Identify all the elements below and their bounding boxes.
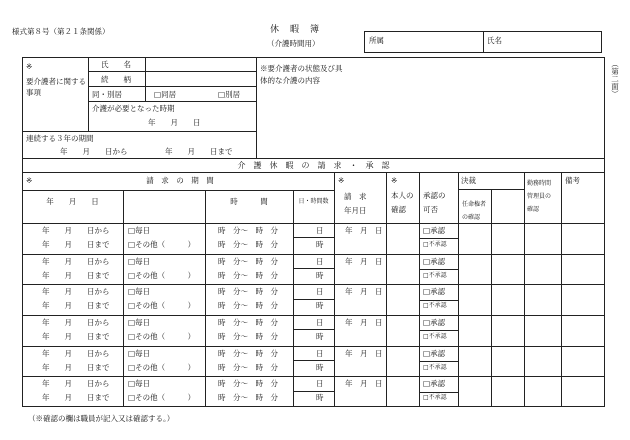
request-date[interactable]: 年 月 日	[345, 226, 383, 235]
hour-count[interactable]: 時	[316, 393, 324, 403]
col-appointer: 任命権者 の確認	[462, 201, 487, 221]
section-title: 介 護 休 暇 の 請 求 ・ 承 認	[237, 161, 390, 170]
time-range[interactable]: 時 分～ 時 分	[218, 226, 278, 235]
col-ymd: 年 月 日	[46, 197, 99, 206]
col-remarks: 備考	[565, 176, 580, 185]
checkbox-approve[interactable]: □承認	[423, 348, 446, 358]
period-to[interactable]: 年 月 日まで	[42, 332, 110, 341]
period-from[interactable]: 年 月 日から	[42, 226, 110, 235]
checkbox-reject[interactable]: □不承認	[423, 302, 447, 310]
time-range-2[interactable]: 時 分～ 時 分	[218, 393, 278, 403]
period-to[interactable]: 年 月 日まで	[42, 240, 110, 249]
continuous-period: 年 月 日から 年 月 日まで	[60, 147, 233, 156]
checkbox-daily[interactable]: □毎日	[128, 348, 151, 358]
affiliation-box	[364, 31, 602, 53]
day-count[interactable]: 日	[316, 256, 324, 266]
checkbox-other[interactable]: □その他（ ）	[128, 332, 196, 341]
time-range[interactable]: 時 分～ 時 分	[218, 256, 278, 266]
request-date[interactable]: 年 月 日	[345, 379, 383, 389]
checkbox-other[interactable]: □その他（ ）	[128, 240, 196, 249]
checkbox-daily[interactable]: □毎日	[128, 379, 151, 389]
period-to[interactable]: 年 月 日まで	[42, 393, 110, 403]
form-subtitle: （介護時間用）	[267, 39, 320, 48]
checkbox-reject[interactable]: □不承認	[423, 363, 447, 371]
day-count[interactable]: 日	[316, 287, 324, 297]
dept-label: 所属	[369, 36, 384, 45]
continuous-period-label: 連続する３年の期間	[26, 134, 94, 143]
time-range-2[interactable]: 時 分～ 時 分	[218, 301, 278, 311]
care-state-label: ※要介護者の状態及び具体的な介護の内容	[260, 64, 343, 85]
period-from[interactable]: 年 月 日から	[42, 256, 110, 266]
col-request-date: 請 求 年月日	[344, 192, 367, 216]
day-count[interactable]: 日	[316, 379, 324, 389]
day-count[interactable]: 日	[316, 348, 324, 358]
side-note: （第二面）	[610, 60, 620, 98]
col-work-manager: 勤務時間 管理員の 確認	[527, 180, 552, 214]
col-request-period: 請 求 の 期 間	[146, 176, 214, 185]
person-name-label: 氏 名	[101, 60, 131, 69]
period-from[interactable]: 年 月 日から	[42, 287, 110, 297]
period-to[interactable]: 年 月 日まで	[42, 362, 110, 372]
need-since-label: 介護が必要となった時期	[92, 104, 175, 113]
checkbox-other[interactable]: □その他（ ）	[128, 362, 196, 372]
checkbox-reject[interactable]: □不承認	[423, 394, 447, 402]
time-range-2[interactable]: 時 分～ 時 分	[218, 240, 278, 249]
col-asterisk: ※	[26, 176, 33, 185]
checkbox-daily[interactable]: □毎日	[128, 287, 151, 297]
hour-count[interactable]: 時	[316, 301, 324, 311]
checkbox-daily[interactable]: □毎日	[128, 318, 151, 327]
request-date[interactable]: 年 月 日	[345, 348, 383, 358]
checkbox-daily[interactable]: □毎日	[128, 256, 151, 266]
checkbox-approve[interactable]: □承認	[423, 256, 446, 266]
hour-count[interactable]: 時	[316, 270, 324, 280]
day-count[interactable]: 日	[316, 318, 324, 327]
asterisk: ※	[26, 62, 33, 71]
checkbox-reject[interactable]: □不承認	[423, 333, 447, 340]
checkbox-approve[interactable]: □承認	[423, 226, 446, 235]
day-count[interactable]: 日	[316, 226, 324, 235]
checkbox-same-residence[interactable]: □同居	[154, 90, 177, 99]
checkbox-other[interactable]: □その他（ ）	[128, 270, 196, 280]
col-decision: 決裁	[461, 176, 476, 185]
time-range[interactable]: 時 分～ 時 分	[218, 287, 278, 297]
checkbox-other[interactable]: □その他（ ）	[128, 301, 196, 311]
time-range-2[interactable]: 時 分～ 時 分	[218, 332, 278, 341]
time-range-2[interactable]: 時 分～ 時 分	[218, 362, 278, 372]
period-from[interactable]: 年 月 日から	[42, 318, 110, 327]
time-range[interactable]: 時 分～ 時 分	[218, 379, 278, 389]
hour-count[interactable]: 時	[316, 332, 324, 341]
period-to[interactable]: 年 月 日まで	[42, 270, 110, 280]
request-date[interactable]: 年 月 日	[345, 318, 383, 327]
time-range[interactable]: 時 分～ 時 分	[218, 348, 278, 358]
relation-label: 続 柄	[101, 75, 131, 84]
period-from[interactable]: 年 月 日から	[42, 379, 110, 389]
col-asterisk3: ※	[391, 176, 398, 185]
request-date[interactable]: 年 月 日	[345, 287, 383, 297]
checkbox-reject[interactable]: □不承認	[423, 271, 447, 279]
checkbox-approve[interactable]: □承認	[423, 379, 446, 389]
hour-count[interactable]: 時	[316, 362, 324, 372]
request-date[interactable]: 年 月 日	[345, 256, 383, 266]
form-title: 休 暇 簿	[270, 25, 321, 35]
col-self-confirm: 本人の 確認	[391, 191, 414, 215]
time-range-2[interactable]: 時 分～ 時 分	[218, 270, 278, 280]
period-from[interactable]: 年 月 日から	[42, 348, 110, 358]
live-together-label: 同・別居	[92, 90, 122, 99]
checkbox-other[interactable]: □その他（ ）	[128, 393, 196, 403]
col-asterisk2: ※	[338, 176, 345, 185]
footnote: （※確認の欄は職員が記入又は確認する。）	[28, 414, 175, 423]
checkbox-separate-residence[interactable]: □別居	[218, 90, 241, 99]
checkbox-approve[interactable]: □承認	[423, 287, 446, 297]
checkbox-approve[interactable]: □承認	[423, 318, 446, 327]
need-since-date: 年 月 日	[148, 118, 201, 127]
hour-count[interactable]: 時	[316, 240, 324, 249]
form-number: 様式第８号（第２１条関係）	[12, 27, 110, 36]
checkbox-daily[interactable]: □毎日	[128, 226, 151, 235]
checkbox-reject[interactable]: □不承認	[423, 241, 447, 248]
period-to[interactable]: 年 月 日まで	[42, 301, 110, 311]
col-time: 時 間	[230, 197, 268, 206]
col-approval: 承認の 可否	[423, 191, 446, 215]
person-label: 要介護者に関する事項	[26, 77, 86, 98]
time-range[interactable]: 時 分～ 時 分	[218, 318, 278, 327]
name-label: 氏名	[487, 36, 502, 45]
col-day-time-count: 日・時間数	[298, 198, 329, 205]
